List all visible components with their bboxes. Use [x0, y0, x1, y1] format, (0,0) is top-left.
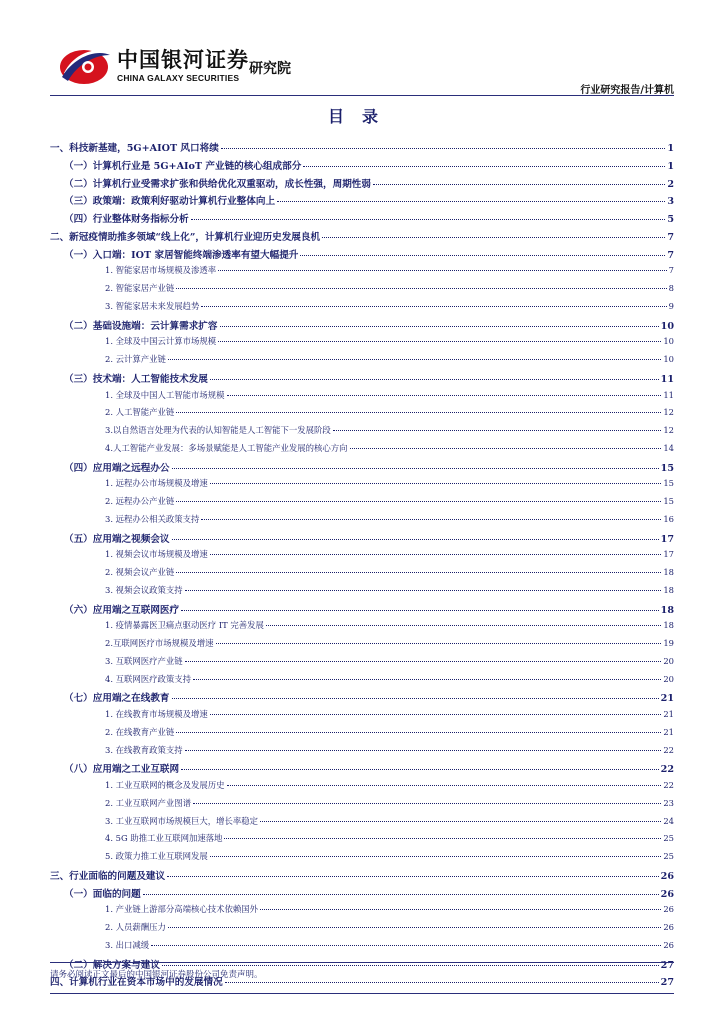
toc-leader-dots	[176, 288, 666, 289]
toc-entry-title: 4. 5G 助推工业互联网加速落地	[105, 833, 223, 844]
footer-divider	[50, 962, 674, 963]
toc-entry-page: 11	[660, 373, 674, 385]
toc-entry-title: 3. 智能家居未来发展趋势	[105, 300, 200, 311]
toc-entry-page: 10	[663, 336, 674, 347]
toc-entry-page: 27	[660, 977, 674, 989]
toc-entry[interactable]	[50, 264, 674, 282]
toc-entry[interactable]	[50, 708, 674, 726]
toc-entry[interactable]	[50, 158, 674, 176]
toc-entry-title: 4.人工智能产业发展：多场景赋能是人工智能产业发展的核心方向	[105, 442, 348, 453]
toc-entry[interactable]	[50, 797, 674, 815]
report-type-label: 行业研究报告/计算机	[580, 85, 674, 96]
toc-entry[interactable]	[50, 637, 674, 655]
toc-entry-page: 21	[663, 709, 674, 719]
toc-entry[interactable]	[50, 903, 674, 921]
toc-leader-dots	[168, 927, 661, 928]
toc-entry-page: 21	[663, 726, 674, 737]
toc-entry-title: （一）面临的问题	[64, 888, 141, 900]
toc-leader-dots	[260, 909, 661, 910]
toc-entry-title: 2. 人工智能产业链	[105, 407, 175, 418]
toc-leader-dots	[216, 643, 662, 644]
toc-entry[interactable]	[50, 247, 674, 265]
toc-entry-title: 5. 政策力推工业互联网发展	[105, 851, 208, 861]
toc-leader-dots	[193, 803, 661, 804]
toc-entry-title: 1. 远程办公市场规模及增速	[105, 478, 208, 489]
toc-entry[interactable]	[50, 477, 674, 495]
toc-leader-dots	[350, 448, 662, 449]
toc-entry[interactable]	[50, 531, 674, 549]
toc-entry-page: 23	[663, 797, 674, 808]
toc-leader-dots	[176, 501, 661, 502]
toc-leader-dots	[185, 661, 662, 662]
toc-entry-page: 10	[663, 354, 674, 364]
toc-entry[interactable]	[50, 619, 674, 637]
toc-leader-dots	[210, 554, 662, 555]
toc-entry-title: （三）政策端：政策利好驱动计算机行业整体向上	[64, 196, 276, 208]
toc-entry-page: 18	[663, 620, 674, 631]
toc-leader-dots	[181, 610, 659, 611]
toc-leader-dots	[277, 201, 665, 202]
toc-entry[interactable]	[50, 744, 674, 762]
toc-leader-dots	[168, 359, 661, 360]
toc-entry-page: 20	[663, 655, 674, 666]
toc-leader-dots	[176, 732, 661, 733]
toc-entry-title: 三、行业面临的问题及建议	[50, 870, 166, 882]
table-of-contents	[50, 140, 674, 992]
toc-entry-page: 22	[660, 764, 674, 776]
toc-entry-page: 10	[660, 320, 674, 332]
toc-entry-title: （八）应用端之工业互联网	[64, 764, 180, 776]
toc-leader-dots	[185, 590, 662, 591]
toc-entry[interactable]	[50, 460, 674, 478]
toc-leader-dots	[176, 412, 661, 413]
toc-entry[interactable]	[50, 548, 674, 566]
toc-entry-page: 12	[663, 407, 674, 418]
toc-leader-dots	[322, 237, 665, 238]
toc-leader-dots	[225, 982, 659, 983]
toc-entry[interactable]	[50, 442, 674, 460]
toc-entry-title: 1. 疫情暴露医卫痛点驱动医疗 IT 完善发展	[105, 620, 264, 631]
toc-entry[interactable]	[50, 211, 674, 229]
toc-entry-title: （二）解决方案与建议	[64, 959, 160, 971]
toc-entry[interactable]	[50, 406, 674, 424]
toc-leader-dots	[227, 785, 662, 786]
toc-title: 目录	[327, 107, 396, 126]
toc-entry-title: 3. 远程办公相关政策支持	[105, 513, 200, 524]
toc-leader-dots	[167, 876, 659, 877]
toc-entry-title: 3.以自然语言处理为代表的认知智能是人工智能下一发展阶段	[105, 425, 331, 435]
toc-leader-dots	[218, 270, 667, 271]
toc-leader-dots	[210, 379, 659, 380]
toc-entry[interactable]	[50, 513, 674, 531]
toc-entry[interactable]	[50, 584, 674, 602]
toc-entry-title: 一、科技新基建，5G+AIOT 风口将续	[50, 143, 219, 154]
toc-entry-page: 7	[667, 249, 674, 261]
toc-leader-dots	[193, 679, 661, 680]
toc-entry-page: 5	[667, 214, 674, 225]
toc-leader-dots	[266, 625, 661, 626]
toc-entry-title: 2. 在线教育产业链	[105, 726, 175, 737]
page-header	[0, 0, 724, 96]
toc-entry-page: 25	[663, 851, 674, 861]
toc-entry-title: 3. 视频会议政策支持	[105, 584, 183, 595]
toc-entry[interactable]	[50, 815, 674, 833]
toc-entry-page: 18	[663, 584, 674, 595]
toc-entry-page: 17	[663, 549, 674, 560]
toc-leader-dots	[300, 255, 665, 256]
toc-entry[interactable]	[50, 353, 674, 371]
toc-entry-title: 四、计算机行业在资本市场中的发展情况	[50, 977, 223, 989]
toc-entry[interactable]	[50, 229, 674, 247]
toc-entry-page: 15	[663, 496, 674, 506]
toc-leader-dots	[151, 945, 661, 946]
toc-entry-title: 1. 智能家居市场规模及渗透率	[105, 265, 217, 276]
toc-leader-dots	[172, 698, 659, 699]
toc-entry[interactable]	[50, 335, 674, 353]
toc-entry-page: 2	[667, 178, 674, 190]
toc-entry-page: 15	[663, 478, 674, 489]
toc-entry[interactable]	[50, 726, 674, 744]
toc-entry-page: 22	[663, 780, 674, 790]
toc-entry-title: 3. 互联网医疗产业链	[105, 655, 183, 666]
toc-entry-page: 20	[663, 673, 674, 684]
toc-entry-page: 26	[660, 888, 674, 900]
toc-entry-page: 12	[663, 425, 674, 435]
toc-leader-dots	[201, 519, 661, 520]
toc-entry[interactable]	[50, 779, 674, 797]
toc-entry[interactable]	[50, 939, 674, 957]
toc-leader-dots	[220, 326, 659, 327]
toc-entry-title: 1. 产业链上游部分高端核心技术依赖国外	[105, 904, 259, 915]
toc-leader-dots	[162, 965, 659, 966]
toc-entry-title: 2. 远程办公产业链	[105, 496, 175, 506]
toc-entry-title: 3. 在线教育政策支持	[105, 744, 183, 755]
toc-entry-page: 22	[663, 744, 674, 755]
toc-entry-title: 3. 工业互联网市场规模巨大，增长率稳定	[105, 815, 259, 826]
toc-entry[interactable]	[50, 761, 674, 779]
toc-entry-page: 1	[667, 143, 674, 154]
toc-entry-page: 26	[663, 939, 674, 950]
toc-leader-dots	[185, 750, 662, 751]
toc-entry-title: 2.互联网医疗市场规模及增速	[105, 638, 214, 648]
toc-entry-title: （五）应用端之视频会议	[64, 533, 170, 545]
toc-entry[interactable]	[50, 673, 674, 691]
toc-entry-title: 3. 出口减缓	[105, 939, 150, 950]
toc-entry[interactable]	[50, 176, 674, 194]
brand-name-en: CHINA GALAXY SECURITIES	[117, 73, 240, 83]
toc-entry-page: 14	[663, 442, 674, 453]
toc-entry-page: 1	[667, 160, 674, 172]
toc-entry-page: 26	[663, 922, 674, 932]
toc-entry[interactable]	[50, 850, 674, 868]
toc-entry-page: 17	[660, 533, 674, 545]
toc-entry[interactable]	[50, 318, 674, 336]
toc-entry-title: （二）基础设施端：云计算需求扩容	[64, 320, 218, 332]
toc-entry-page: 27	[660, 959, 674, 971]
toc-leader-dots	[303, 166, 665, 167]
toc-entry-title: （四）行业整体财务指标分析	[64, 214, 189, 225]
toc-entry[interactable]	[50, 140, 674, 158]
toc-entry[interactable]	[50, 602, 674, 620]
toc-entry-page: 21	[660, 693, 674, 705]
toc-leader-dots	[172, 468, 659, 469]
toc-entry-page: 11	[663, 389, 674, 400]
toc-leader-dots	[172, 539, 659, 540]
toc-entry-title: 1. 全球及中国人工智能市场规模	[105, 389, 225, 400]
toc-entry-page: 15	[660, 462, 674, 474]
toc-entry[interactable]	[50, 300, 674, 318]
toc-entry-title: 1. 在线教育市场规模及增速	[105, 709, 208, 719]
toc-entry[interactable]	[50, 282, 674, 300]
toc-leader-dots	[210, 714, 662, 715]
toc-entry-title: 2. 人员薪酬压力	[105, 922, 166, 932]
toc-entry-page: 25	[663, 833, 674, 844]
toc-entry-title: （二）计算机行业受需求扩张和供给优化双重驱动，成长性强，周期性弱	[64, 178, 371, 190]
toc-entry[interactable]	[50, 886, 674, 904]
toc-entry-page: 9	[668, 300, 674, 311]
toc-leader-dots	[191, 219, 666, 220]
toc-entry-page: 24	[663, 815, 674, 826]
toc-entry-page: 16	[663, 513, 674, 524]
toc-entry-title: （三）技术端：人工智能技术发展	[64, 373, 208, 385]
toc-entry[interactable]	[50, 690, 674, 708]
toc-entry[interactable]	[50, 566, 674, 584]
toc-leader-dots	[181, 769, 659, 770]
toc-entry-page: 7	[667, 231, 674, 243]
toc-entry-title: 2. 云计算产业链	[105, 354, 166, 364]
toc-entry-page: 8	[668, 283, 674, 293]
toc-entry-page: 3	[667, 196, 674, 208]
toc-entry-page: 19	[663, 638, 674, 648]
toc-entry-page: 18	[660, 604, 674, 616]
toc-leader-dots	[218, 341, 661, 342]
toc-entry-title: （六）应用端之互联网医疗	[64, 604, 180, 616]
toc-entry-title: 二、新冠疫情助推多领域“线上化”，计算机行业迎历史发展良机	[50, 231, 321, 243]
toc-entry[interactable]	[50, 389, 674, 407]
brand-name-cn: 中国银河证券	[117, 48, 249, 72]
toc-entry-title: 2. 工业互联网产业图谱	[105, 797, 192, 808]
toc-leader-dots	[227, 395, 662, 396]
toc-entry-page: 26	[660, 870, 674, 882]
toc-entry-title: 1. 视频会议市场规模及增速	[105, 549, 208, 560]
toc-entry-title: （一）计算机行业是 5G+AIoT 产业链的核心组成部分	[64, 160, 302, 172]
toc-leader-dots	[221, 148, 666, 149]
toc-entry-page: 18	[663, 567, 674, 577]
toc-entry[interactable]	[50, 868, 674, 886]
toc-entry-page: 26	[663, 904, 674, 915]
toc-entry-page: 7	[668, 265, 674, 276]
galaxy-logo-icon	[58, 43, 114, 91]
toc-entry-title: （一）入口端：IOT 家居智能终端渗透率有望大幅提升	[64, 249, 299, 261]
toc-entry-title: 2. 智能家居产业链	[105, 283, 175, 293]
toc-entry[interactable]	[50, 921, 674, 939]
toc-entry-title: 1. 工业互联网的概念及发展历史	[105, 780, 225, 790]
footer-divider-bottom	[50, 993, 674, 994]
toc-entry-title: 1. 全球及中国云计算市场规模	[105, 336, 217, 347]
toc-entry[interactable]	[50, 371, 674, 389]
toc-entry[interactable]	[50, 193, 674, 211]
toc-leader-dots	[373, 184, 665, 185]
toc-leader-dots	[224, 838, 661, 839]
institute-label: 研究院	[249, 61, 291, 77]
toc-entry-title: 2. 视频会议产业链	[105, 567, 175, 577]
toc-entry[interactable]	[50, 832, 674, 850]
toc-entry[interactable]	[50, 495, 674, 513]
toc-entry[interactable]	[50, 424, 674, 442]
footer-disclaimer: 请务必阅读正文最后的中国银河证券股份公司免责声明。	[50, 970, 263, 980]
toc-entry[interactable]	[50, 655, 674, 673]
toc-entry-title: 4. 互联网医疗政策支持	[105, 673, 192, 684]
toc-leader-dots	[260, 821, 661, 822]
toc-leader-dots	[333, 430, 662, 431]
toc-leader-dots	[210, 483, 662, 484]
header-divider	[50, 95, 674, 96]
toc-leader-dots	[176, 572, 661, 573]
toc-entry-title: （七）应用端之在线教育	[64, 693, 170, 705]
toc-entry-title: （四）应用端之远程办公	[64, 462, 170, 474]
toc-leader-dots	[143, 894, 659, 895]
toc-leader-dots	[201, 306, 666, 307]
toc-leader-dots	[210, 856, 662, 857]
